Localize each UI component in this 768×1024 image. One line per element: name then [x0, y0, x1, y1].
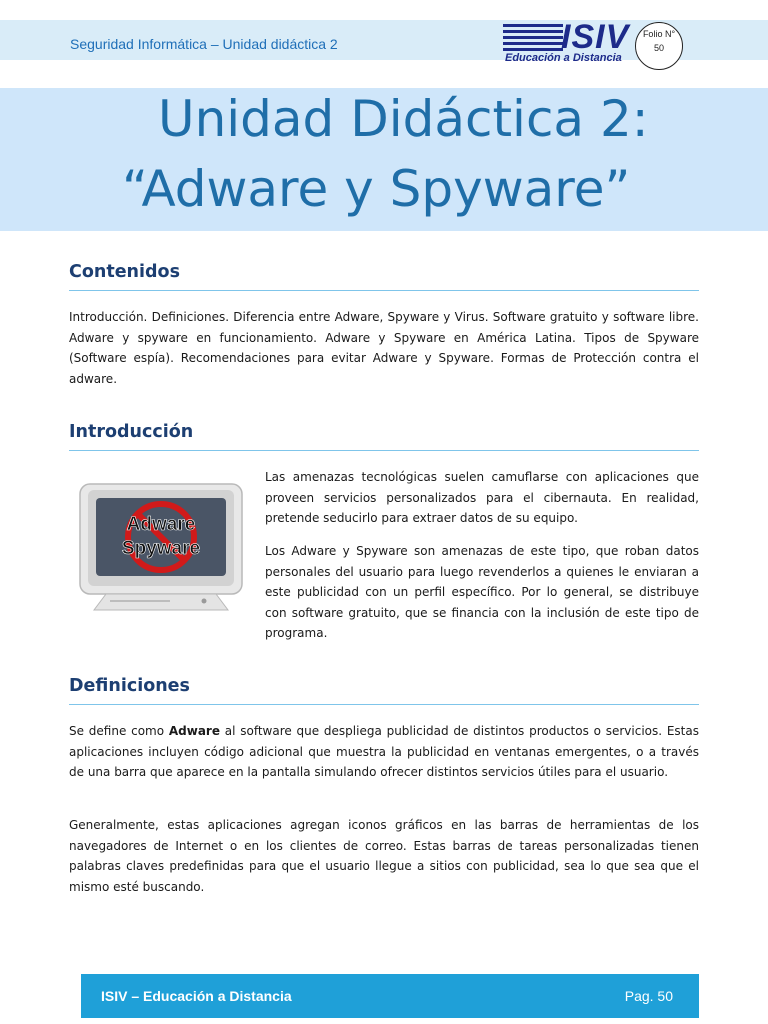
page-number: Pag. 50 — [624, 988, 673, 1004]
adware-spyware-monitor-image — [66, 476, 256, 626]
monitor-text-spyware: Spyware — [121, 538, 201, 559]
logo-subtitle: Educación a Distancia — [505, 52, 622, 64]
footer-bar — [81, 974, 699, 1018]
definiciones-p1-rest: al software que despliega publicidad de distintos productos o servicios. Estas aplicaciones incluyen código adicional que muestra la publicidad en ventanas emergentes, o a través de una barra que aparece en la pantalla simulando ofrecer distintos servicios útiles para el usuario. — [69, 724, 699, 780]
folio-number: 50 — [653, 43, 664, 53]
contenidos-text: Introducción. Definiciones. Diferencia entre Adware, Spyware y Virus. Software gratuito y software libre. Adware y spyware en funcionamiento. Adware y Spyware en América Latina. Tipos de Spyware (Software espía). Recomendaciones para evitar Adware y Spyware. Formas de Protección contra el adware. — [69, 310, 699, 386]
definiciones-paragraph-1 — [69, 721, 699, 783]
introduccion-paragraph-2: Los Adware y Spyware son amenazas de este tipo, que roban datos personales del usuario para luego revenderlos a quienes le enviaran a este publicidad con un perfil específico. Por lo general, se distribuye con software gratuito, que se financia con la inclusión de este tipo de programa. — [265, 544, 699, 641]
footer-institution: ISIV – Educación a Distancia — [101, 988, 292, 1004]
title-band — [0, 88, 768, 231]
unit-title: Unidad Didáctica 2: — [158, 90, 649, 148]
isiv-logo — [503, 18, 633, 64]
folio-badge — [635, 22, 683, 70]
introduccion-paragraph-1: Las amenazas tecnológicas suelen camuflarse con aplicaciones que proveen servicios personalizados para el cibernauta. En realidad, pretende seducirlo para extraer datos de su equipo. — [265, 470, 699, 526]
heading-introduccion: Introducción — [69, 422, 699, 451]
heading-contenidos: Contenidos — [69, 262, 699, 291]
definiciones-paragraph-2: Generalmente, estas aplicaciones agregan iconos gráficos en las barras de herramientas de los navegadores de Internet o en los clientes de correo. Estas barras de tareas personalizadas tienen palabras claves predefinidas para que el usuario llegue a sitios con publicidad, sea lo que sea que el mismo esté buscando. — [69, 818, 699, 894]
unit-subtitle: “Adware y Spyware” — [122, 160, 631, 218]
monitor-text-adware: Adware — [126, 514, 196, 535]
document-title: Seguridad Informática – Unidad didáctica 2 — [70, 36, 338, 52]
logo-name: ISIV — [561, 18, 630, 56]
heading-definiciones: Definiciones — [69, 676, 699, 705]
adware-term: Adware — [168, 724, 220, 738]
folio-label: Folio N° — [642, 29, 676, 39]
definiciones-p1-start: Se define como — [69, 724, 169, 738]
